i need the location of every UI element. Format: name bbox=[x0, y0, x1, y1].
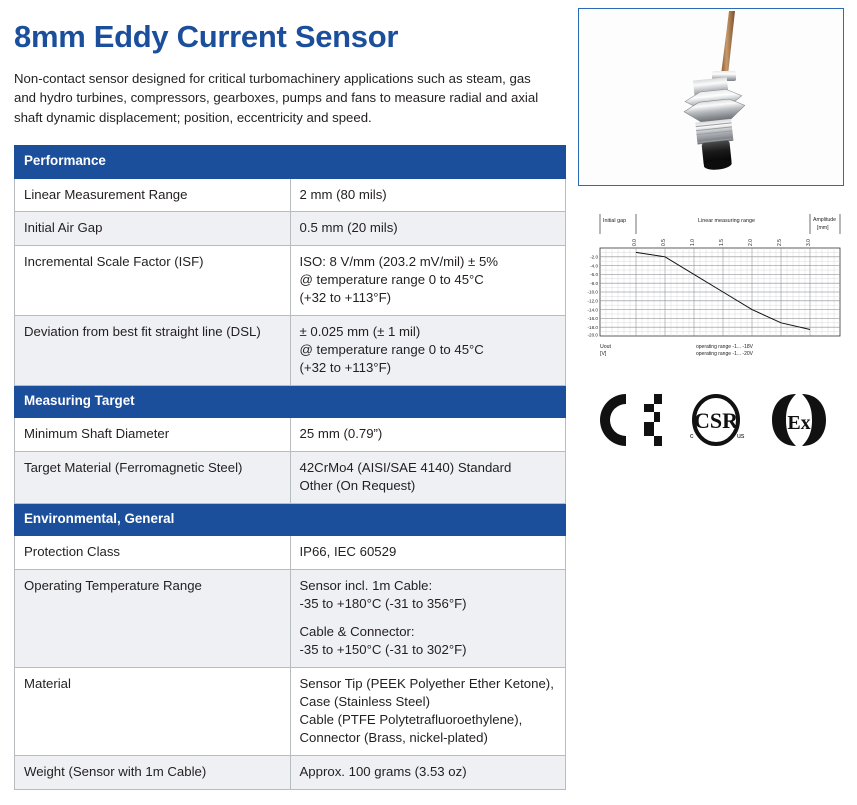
value-line: (+32 to +113°F) bbox=[299, 360, 392, 376]
section-heading: Measuring Target bbox=[15, 386, 566, 418]
row-key: Minimum Shaft Diameter bbox=[15, 418, 291, 452]
linearity-chart bbox=[578, 208, 848, 368]
certification-marks-svg bbox=[600, 390, 830, 450]
chart-note-1: operating range -1... -18V bbox=[696, 344, 753, 350]
chart-ytick: -14.0 bbox=[587, 307, 598, 313]
table-row bbox=[15, 178, 566, 212]
row-value bbox=[290, 668, 566, 756]
chart-xtick: 1.0 bbox=[690, 239, 696, 246]
table-row bbox=[15, 246, 566, 316]
value-line: IP66, IEC 60529 bbox=[299, 544, 397, 560]
chart-ytick: -18.0 bbox=[587, 324, 598, 330]
row-key: Weight (Sensor with 1m Cable) bbox=[15, 756, 291, 790]
value-line: 42CrMo4 (AISI/SAE 4140) Standard bbox=[299, 460, 512, 476]
product-photo-frame bbox=[578, 8, 844, 186]
row-key: Protection Class bbox=[15, 536, 291, 570]
row-key: Target Material (Ferromagnetic Steel) bbox=[15, 452, 291, 504]
table-row bbox=[15, 418, 566, 452]
chart-ytick: -16.0 bbox=[587, 316, 598, 322]
value-line: Other (On Request) bbox=[299, 478, 416, 494]
chart-ytick: -6.0 bbox=[590, 272, 598, 278]
atex-mark bbox=[772, 394, 826, 446]
row-key: Linear Measurement Range bbox=[15, 178, 291, 212]
specifications-table bbox=[14, 145, 566, 790]
chart-ylabel-unit: [V] bbox=[600, 351, 607, 357]
value-line: 25 mm (0.79”) bbox=[299, 426, 383, 442]
table-row bbox=[15, 536, 566, 570]
row-value bbox=[290, 756, 566, 790]
chart-label-initial-gap: Initial gap bbox=[603, 218, 627, 224]
page-title: 8mm Eddy Current Sensor bbox=[14, 19, 399, 54]
table-row bbox=[15, 756, 566, 790]
table-row bbox=[15, 452, 566, 504]
value-line: Cable (PTFE Polytetrafluoroethylene), bbox=[299, 712, 523, 728]
value-line: ISO: 8 V/mm (203.2 mV/mil) ± 5% bbox=[299, 254, 499, 270]
value-line: (+32 to +113°F) bbox=[299, 290, 392, 306]
csr-sub-left: c bbox=[690, 433, 694, 440]
chart-ytick: -12.0 bbox=[587, 298, 598, 304]
row-value bbox=[290, 570, 566, 668]
chart-ytick: -8.0 bbox=[590, 280, 598, 286]
value-line: 2 mm (80 mils) bbox=[299, 186, 387, 202]
chart-xtick: 3.0 bbox=[806, 239, 812, 246]
value-line: Approx. 100 grams (3.53 oz) bbox=[299, 764, 467, 780]
chart-label-amplitude-unit: [mm] bbox=[817, 225, 829, 231]
chart-ytick: -10.0 bbox=[587, 289, 598, 295]
value-line: Sensor Tip (PEEK Polyether Ether Ketone), Case (Stainless Steel) bbox=[299, 676, 554, 710]
row-key: Initial Air Gap bbox=[15, 212, 291, 246]
row-value bbox=[290, 536, 566, 570]
row-value bbox=[290, 246, 566, 316]
chart-label-amplitude: Amplitude bbox=[813, 217, 837, 223]
eddy-current-sensor-photo bbox=[579, 9, 843, 185]
chart-ytick: -2.0 bbox=[590, 254, 598, 260]
value-line: @ temperature range 0 to 45°C bbox=[299, 342, 484, 358]
row-key: Incremental Scale Factor (ISF) bbox=[15, 246, 291, 316]
section-heading: Performance bbox=[15, 146, 566, 178]
row-value bbox=[290, 452, 566, 504]
table-section-header-measuring-target bbox=[15, 386, 566, 418]
value-line: 0.5 mm (20 mils) bbox=[299, 220, 398, 236]
chart-xtick: 0.0 bbox=[632, 239, 638, 246]
value-line: Connector (Brass, nickel-plated) bbox=[299, 730, 488, 746]
chart-xtick: 2.0 bbox=[748, 239, 754, 246]
left-column bbox=[14, 8, 566, 790]
table-row bbox=[15, 316, 566, 386]
chart-label-linear-range: Linear measuring range bbox=[698, 218, 755, 224]
linearity-chart-svg bbox=[578, 208, 848, 368]
section-heading: Environmental, General bbox=[15, 504, 566, 536]
table-row bbox=[15, 570, 566, 668]
table-section-header-environmental-general bbox=[15, 504, 566, 536]
right-column bbox=[578, 8, 846, 186]
chart-xtick: 2.5 bbox=[777, 239, 783, 246]
svg-text:Ex: Ex bbox=[787, 412, 811, 434]
ce-mark bbox=[600, 394, 662, 446]
value-line: @ temperature range 0 to 45°C bbox=[299, 272, 484, 288]
chart-note-2: operating range -1... -20V bbox=[696, 351, 753, 357]
value-line: ± 0.025 mm (± 1 mil) bbox=[299, 324, 421, 340]
csr-sub-right: us bbox=[737, 433, 745, 440]
table-row bbox=[15, 212, 566, 246]
value-line: -35 to +150°C (-31 to 302°F) bbox=[299, 642, 467, 658]
table-row bbox=[15, 668, 566, 756]
row-key: Operating Temperature Range bbox=[15, 570, 291, 668]
chart-xtick: 1.5 bbox=[719, 239, 725, 246]
value-line: Sensor incl. 1m Cable: bbox=[299, 578, 433, 594]
svg-text:CSR: CSR bbox=[693, 408, 739, 433]
chart-ylabel: Uout bbox=[600, 344, 611, 350]
value-spacer bbox=[300, 613, 557, 623]
csr-us-mark bbox=[690, 396, 745, 444]
chart-ytick: -4.0 bbox=[590, 263, 598, 269]
sensor-cable bbox=[721, 11, 735, 75]
chart-ytick: -20.0 bbox=[587, 332, 598, 338]
row-key: Material bbox=[15, 668, 291, 756]
row-value bbox=[290, 316, 566, 386]
row-key: Deviation from best fit straight line (DSL) bbox=[15, 316, 291, 386]
table-section-header-performance bbox=[15, 146, 566, 178]
certification-marks bbox=[600, 390, 830, 450]
value-line: Cable & Connector: bbox=[299, 624, 415, 640]
chart-xtick: 0.5 bbox=[661, 239, 667, 246]
value-line: -35 to +180°C (-31 to 356°F) bbox=[299, 596, 467, 612]
row-value bbox=[290, 178, 566, 212]
row-value bbox=[290, 418, 566, 452]
intro-paragraph: Non-contact sensor designed for critical turbomachinery applications such as steam, gas and hydro turbines, compressors, gearboxes, pumps and fans to measure radial and axial shaft dynamic displacement; position, eccentricity and speed. bbox=[14, 70, 539, 125]
row-value bbox=[290, 212, 566, 246]
